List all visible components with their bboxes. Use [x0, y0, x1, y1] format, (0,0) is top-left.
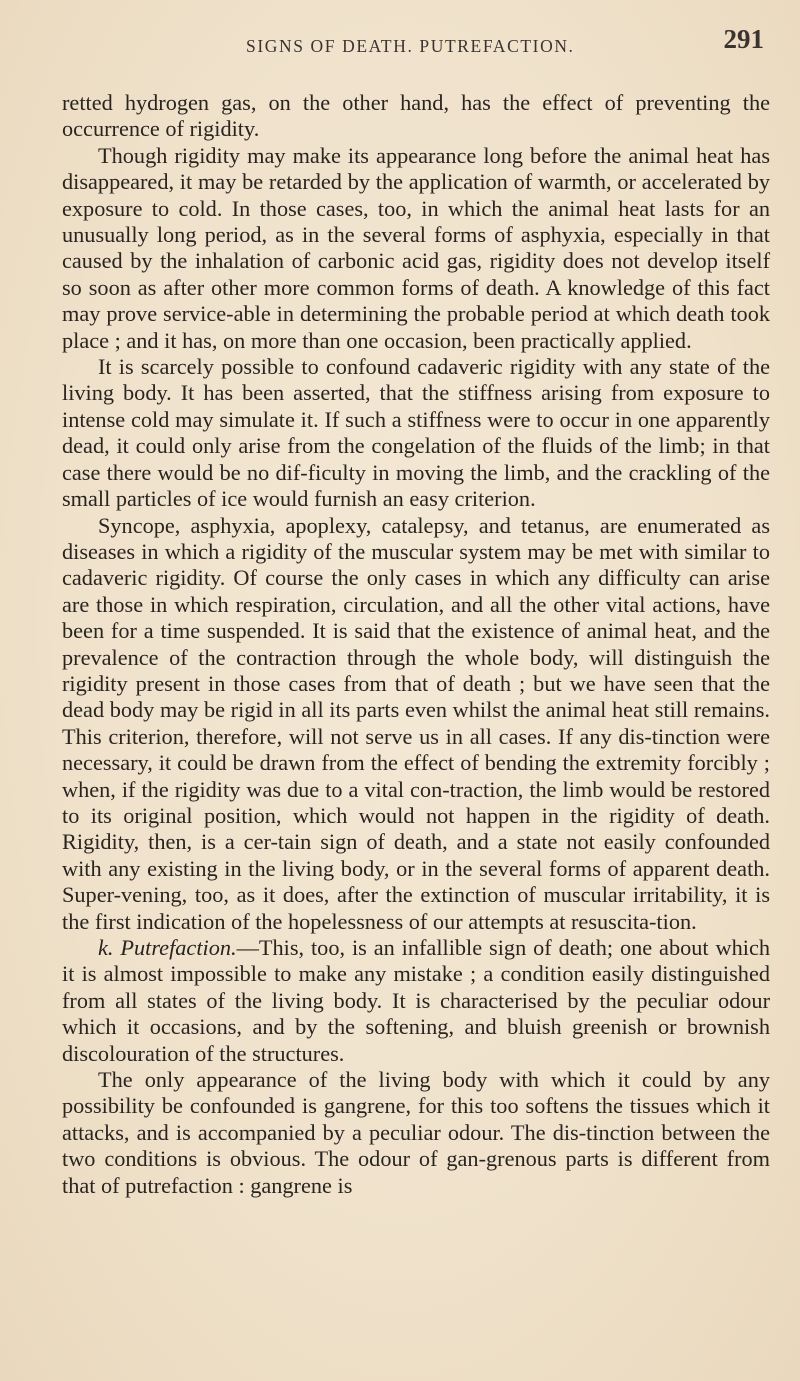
paragraph-5-text: —This, too, is an infallible sign of death; one about which it is almost impossible to make any mistake ; a condition easily distinguished from all states of the living body. It is characterised by the peculiar odour which it occasions, and by the softening, and bluish greenish or brownish discolouration of the structures. — [62, 935, 770, 1066]
body-text — [62, 90, 770, 1199]
paragraph-6: The only appearance of the living body with which it could by any possibility be confounded is gangrene, for this too softens the tissues which it attacks, and is accompanied by a peculiar odour. The dis-tinction between the two conditions is obvious. The odour of gan-grenous parts is different from that of putrefaction : gangrene is — [62, 1067, 770, 1198]
running-title: SIGNS OF DEATH. PUTREFACTION. — [246, 36, 575, 56]
running-head — [62, 0, 770, 64]
paragraph-3: It is scarcely possible to confound cadaveric rigidity with any state of the living body. It has been asserted, that the stiffness arising from exposure to intense cold may simulate it. If such a stiffness were to occur in one apparently dead, it could only arise from the congelation of the fluids of the limb; in that case there would be no dif-ficulty in moving the limb, and the crackling of the small particles of ice would furnish an easy criterion. — [62, 354, 770, 512]
paragraph-2: Though rigidity may make its appearance long before the animal heat has disappeared, it may be retarded by the application of warmth, or accelerated by exposure to cold. In those cases, too, in which the animal heat lasts for an unusually long period, as in the several forms of asphyxia, especially in that caused by the inhalation of carbonic acid gas, rigidity does not develop itself so soon as after other more common forms of death. A knowledge of this fact may prove service-able in determining the probable period at which death took place ; and it has, on more than one occasion, been practically applied. — [62, 142, 770, 353]
section-heading-putrefaction: k. Putrefaction. — [98, 935, 237, 960]
page-number: 291 — [723, 24, 764, 54]
paragraph-4: Syncope, asphyxia, apoplexy, catalepsy, and tetanus, are enumerated as diseases in which a rigidity of the muscular system may be met with similar to cadaveric rigidity. Of course the only cases in which any difficulty can arise are those in which respiration, circulation, and all the other vital actions, have been for a time suspended. It is said that the existence of animal heat, and the prevalence of the contraction through the whole body, will distinguish the rigidity present in those cases from that of death ; but we have seen that the dead body may be rigid in all its parts even whilst the animal heat still remains. This criterion, therefore, will not serve us in all cases. If any dis-tinction were necessary, it could be drawn from the effect of bending the extremity forcibly ; when, if the rigidity was due to a vital con-traction, the limb would be restored to its original position, which would not happen in the rigidity of death. Rigidity, then, is a cer-tain sign of death, and a state not easily confounded with any existing in the living body, or in the several forms of apparent death. Super-vening, too, as it does, after the extinction of muscular irritability, it is the first indication of the hopelessness of our attempts at resuscita-tion. — [62, 512, 770, 934]
paragraph-5 — [62, 935, 770, 1067]
paragraph-1: retted hydrogen gas, on the other hand, has the effect of preventing the occurrence of rigidity. — [62, 90, 770, 142]
